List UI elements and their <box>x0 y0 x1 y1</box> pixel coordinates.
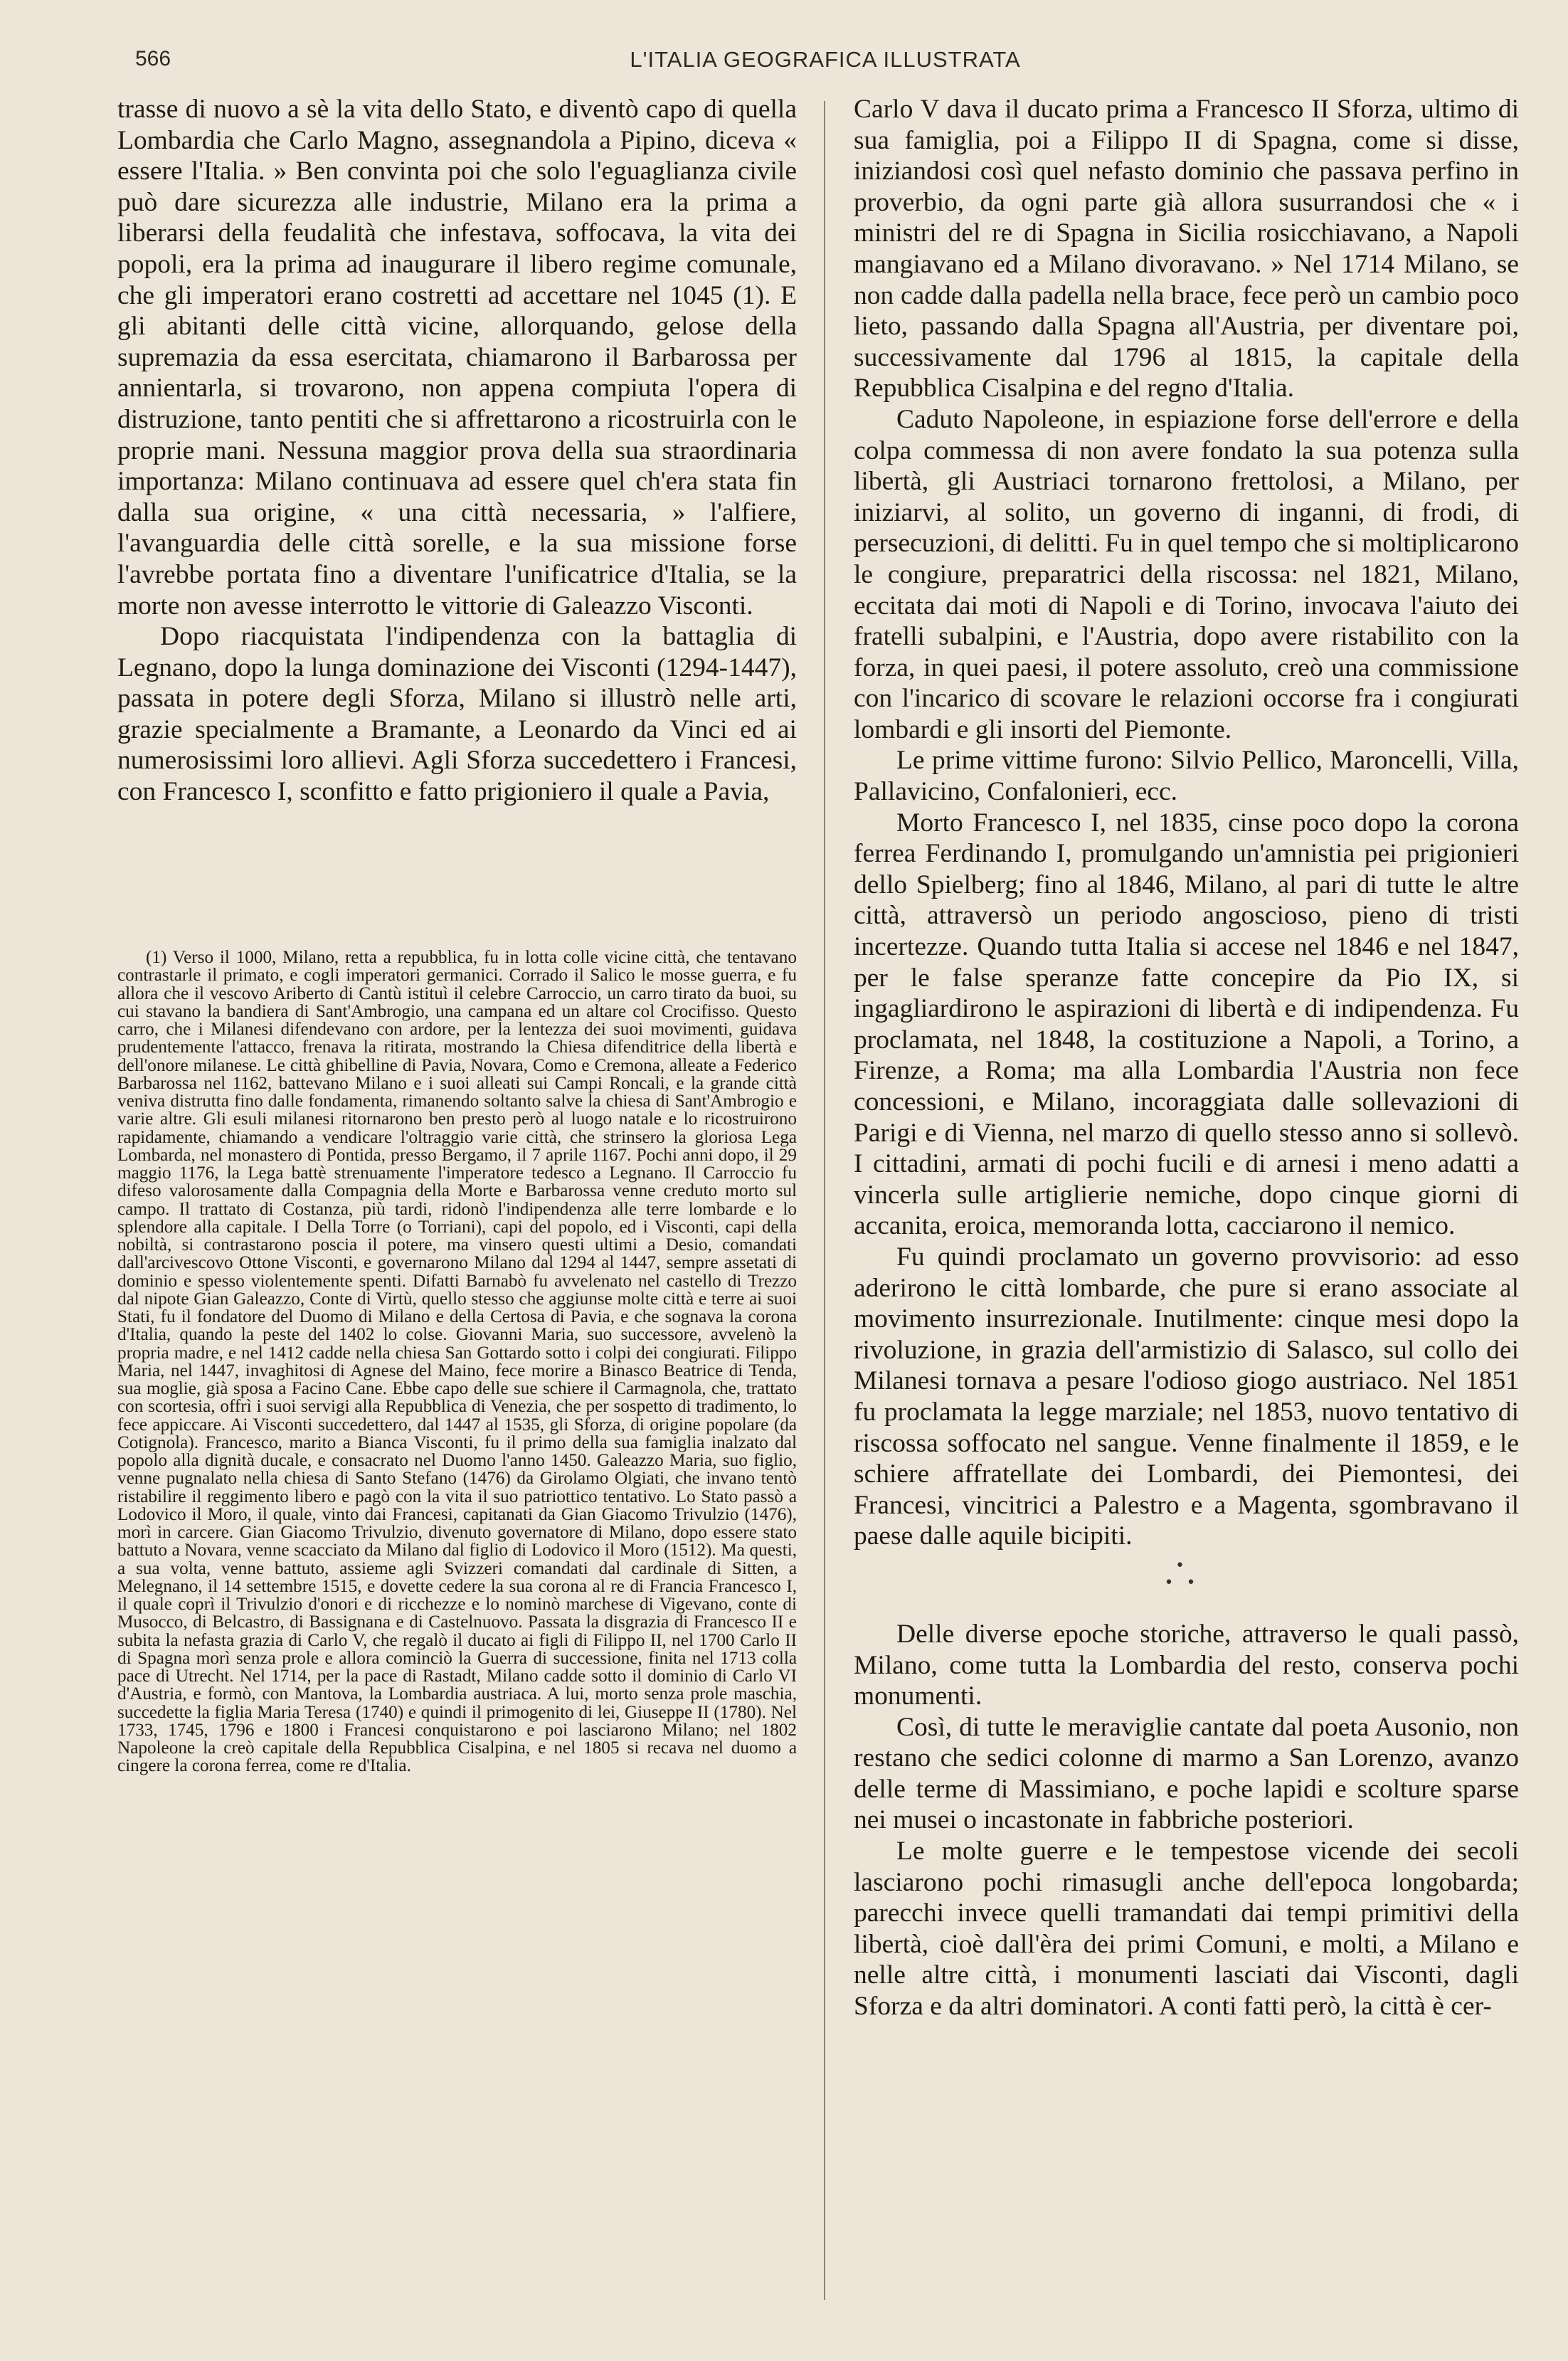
left-paragraph: Dopo riacquistata l'indipendenza con la battaglia di Legnano, dopo la lunga dominazione dei Visconti (1294-1447), passata in potere degli Sforza, Milano si illustrò nelle arti, grazie specialmente a Bramante, a Leonardo da Vinci ed ai numerosissimi loro allievi. Agli Sforza succedettero i Francesi, con Francesco I, sconfitto e fatto prigioniero il quale a Pavia, <box>117 622 797 807</box>
right-paragraph: Carlo V dava il ducato prima a Francesco II Sforza, ultimo di sua famiglia, poi a Filippo II di Spagna, come si disse, iniziandosi così quel nefasto dominio che passava perfino in proverbio, da ogni parte già allora susurrandosi che « i ministri del re di Spagna in Sicilia rosicchiavano, a Napoli mangiavano ed a Milano divoravano. » Nel 1714 Milano, se non cadde dalla padella nella brace, fece però un cambio poco lieto, passando dalla Spagna all'Austria, per diventare poi, successivamente dal 1796 al 1815, la capitale della Repubblica Cisalpina e del regno d'Italia. <box>854 95 1519 403</box>
section-break-asterism: • •• <box>1164 1556 1209 1592</box>
right-paragraph: Le prime vittime furono: Silvio Pellico, Maroncelli, Villa, Pallavicino, Confalonieri, ecc. <box>854 746 1519 807</box>
right-paragraph: Morto Francesco I, nel 1835, cinse poco dopo la corona ferrea Ferdinando I, promulgando un'amnistia pei prigionieri dello Spielberg; fino al 1846, Milano, al pari di tutte le altre città, attraversò un periodo angoscioso, pieno di tristi incertezze. Quando tutta Italia si accese nel 1846 e nel 1847, per le false speranze fatte concepire da Pio IX, si ingagliardirono le aspirazioni di libertà e di indipendenza. Fu proclamata, nel 1848, la costituzione a Napoli, a Torino, a Firenze, a Roma; ma alla Lombardia l'Austria non fece concessioni, e Milano, incoraggiata dalle sollevazioni di Parigi e di Vienna, nel marzo di quello stesso anno si sollevò. I cittadini, armati di pochi fucili e di arnesi i meno adatti a vincerla sulle artiglierie nemiche, dopo cinque giorni di accanita, eroica, memoranda lotta, cacciarono il nemico. <box>854 808 1519 1241</box>
right-paragraph: Delle diverse epoche storiche, attraverso le quali passò, Milano, come tutta la Lombardia del resto, conserva pochi monumenti. <box>854 1619 1519 1711</box>
right-paragraph: Le molte guerre e le tempestose vicende dei secoli lasciarono pochi rimasugli anche dell'epoca longobarda; parecchi invece quelli tramandati dai tempi primitivi della libertà, cioè dall'èra dei primi Comuni, e molti, a Milano e nelle altre città, i monumenti lasciati dai Visconti, dagli Sforza e da altri dominatori. A conti fatti però, la città è cer- <box>854 1837 1519 2022</box>
running-title: L'ITALIA GEOGRAFICA ILLUSTRATA <box>630 47 1021 72</box>
left-paragraph: trasse di nuovo a sè la vita dello Stato, e diventò capo di quella Lombardia che Carlo Magno, assegnandola a Pipino, diceva « essere l'Italia. » Ben convinta poi che solo l'eguaglianza civile può dare sicurezza alle industrie, Milano era la prima a liberarsi della feudalità che infestava, soffocava, la vita dei popoli, era la prima ad inaugurare il libero regime comunale, che gli imperatori erano costretti ad accettare nel 1045 (1). E gli abitanti delle città vicine, allorquando, gelose della supremazia da essa esercitata, chiamarono il Barbarossa per annientarla, si trovarono, non appena compiuta l'opera di distruzione, tanto pentiti che si affrettarono a ricostruirla con le proprie mani. Nessuna maggior prova della sua straordinaria importanza: Milano continuava ad essere quel ch'era stata fin dalla sua origine, « una città necessaria, » l'alfiere, l'avanguardia delle città sorelle, e la sua missione forse l'avrebbe portata fino a diventare l'unificatrice d'Italia, se la morte non avesse interrotto le vittorie di Galeazzo Visconti. <box>117 95 797 620</box>
footnote: (1) Verso il 1000, Milano, retta a repubblica, fu in lotta colle vicine città, che tentavano contrastarle il primato, e cogli imperatori germanici. Corrado il Salico le mosse guerra, e fu allora che il vescovo Ariberto di Cantù istituì il celebre Carroccio, un carro tirato da buoi, su cui stavano la bandiera di Sant'Ambrogio, una campana ed un altare col Crocifisso. Questo carro, che i Milanesi difendevano con ardore, per la lentezza dei suoi movimenti, guidava prudentemente l'attacco, frenava la ritirata, mostrando la Chiesa difenditrice della libertà e dell'onore milanese. Le città ghibelline di Pavia, Novara, Como e Cremona, alleate a Federico Barbarossa nel 1162, battevano Milano e i suoi alleati sui Campi Roncali, e la grande città veniva distrutta fino dalle fondamenta, rimanendo soltanto salve la chiesa di Sant'Ambrogio e varie altre. Gli esuli milanesi ritornarono ben presto però al luogo natale e lo ricostruirono rapidamente, chiamando a vendicare l'oltraggio varie città, che strinsero la gloriosa Lega Lombarda, nel monastero di Pontida, presso Bergamo, il 7 aprile 1167. Pochi anni dopo, il 29 maggio 1176, la Lega battè strenuamente l'imperatore tedesco a Legnano. Il Carroccio fu difeso valorosamente dalla Compagnia della Morte e Barbarossa venne creduto morto sul campo. Il trattato di Costanza, più tardi, ridonò l'indipendenza alle terre lombarde e lo splendore alla capitale. I Della Torre (o Torriani), capi del popolo, ed i Visconti, capi della nobiltà, si contrastarono poscia il potere, ma vinsero questi ultimi a Desio, comandati dall'arcivescovo Ottone Visconti, e governarono Milano dal 1294 al 1447, sempre assetati di dominio e spesso violentemente spenti. Difatti Barnabò fu avvelenato nel castello di Trezzo dal nipote Gian Galeazzo, Conte di Virtù, quello stesso che aggiunse molte città e terre ai suoi Stati, fu il fondatore del Duomo di Milano e della Certosa di Pavia, e che sognava la corona d'Italia, quando la peste del 1402 lo colse. Giovanni Maria, suo successore, avvelenò la propria madre, e nel 1412 cadde nella chiesa San Gottardo sotto i colpi dei congiurati. Filippo Maria, nel 1447, invaghitosi di Agnese del Maino, fece morire a Binasco Beatrice di Tenda, sua moglie, già sposa a Facino Cane. Ebbe capo delle sue schiere il Carmagnola, che, trattato con scortesia, offrì i suoi servigi alla Repubblica di Venezia, che per sospetto di tradimento, lo fece appiccare. Ai Visconti succedettero, dal 1447 al 1535, gli Sforza, di origine popolare (da Cotignola). Francesco, marito a Bianca Visconti, fu il primo della sua famiglia inalzato dal popolo alla dignità ducale, e consacrato nel Duomo l'anno 1450. Galeazzo Maria, suo figlio, venne pugnalato nella chiesa di Santo Stefano (1476) da Girolamo Olgiati, che invano tentò ristabilire il reggimento libero e pagò con la vita il suo patriottico tentativo. Lo Stato passò a Lodovico il Moro, il quale, vinto dai Francesi, capitanati da Gian Giacomo Trivulzio (1476), morì in carcere. Gian Giacomo Trivulzio, divenuto governatore di Milano, dopo essere stato battuto a Novara, venne scacciato da Milano dal figlio di Lodovico il Moro (1512). Ma questi, a sua volta, venne battuto, assieme agli Svizzeri comandati dal cardinale di Sitten, a Melegnano, il 14 settembre 1515, e dovette cedere la sua corona al re di Francia Francesco I, il quale coprì il Trivulzio d'onori e di ricchezze e lo nominò marchese di Vigevano, conte di Musocco, di Belcastro, di Bassignana e di Castelnuovo. Passata la disgrazia di Francesco II e subita la nefasta grazia di Carlo V, che regalò il ducato ai figli di Filippo II, nel 1700 Carlo II di Spagna morì senza prole e allora cominciò la Guerra di successione, finita nel 1713 colla pace di Utrecht. Nel 1714, per la pace di Rastadt, Milano cadde sotto il dominio di Carlo VI d'Austria, e formò, con Mantova, la Lombardia austriaca. A lui, morto senza prole maschia, succedette la figlia Maria Teresa (1740) e quindi il primogenito di lei, Giuseppe II (1780). Nel 1733, 1745, 1796 e 1800 i Francesi conquistarono e poi lasciarono Milano; nel 1802 Napoleone la creò capitale della Repubblica Cisalpina, e nel 1805 si recava nel duomo a cingere la corona ferrea, come re d'Italia. <box>117 948 797 1776</box>
right-column <box>854 94 1519 2022</box>
right-paragraph: Fu quindi proclamato un governo provvisorio: ad esso aderirono le città lombarde, che pure si erano associate al movimento insurrezionale. Inutilmente: cinque mesi dopo la rivoluzione, in grazia dell'armistizio di Salasco, sul collo dei Milanesi tornava a pesare l'odioso giogo austriaco. Nel 1851 fu proclamata la legge marziale; nel 1853, nuovo tentativo di riscossa soffocato nel sangue. Venne finalmente il 1859, e le schiere affratellate dei Lombardi, dei Piemontesi, dei Francesi, vincitrici a Palestro e a Magenta, sgombravano il paese dalle aquile bicipiti. <box>854 1242 1519 1551</box>
page-header <box>135 47 1515 83</box>
right-paragraph: Così, di tutte le meraviglie cantate dal poeta Ausonio, non restano che sedici colonne di marmo a San Lorenzo, avanzo delle terme di Massimiano, e poche lapidi e scolture sparse nei musei o incastonate in fabbriche posteriori. <box>854 1712 1519 1835</box>
left-column <box>117 94 797 808</box>
column-divider <box>824 101 825 2300</box>
footnote-block <box>117 949 797 1775</box>
page-number: 566 <box>135 47 171 70</box>
right-paragraph: Caduto Napoleone, in espiazione forse dell'errore e della colpa commessa di non avere fondato la sua potenza sulla libertà, gli Austriaci tornarono frettolosi, a Milano, per iniziarvi, al solito, un governo di inganni, di frodi, di persecuzioni, di delitti. Fu in quel tempo che si moltiplicarono le congiure, preparatrici della riscossa: nel 1821, Milano, eccitata dai moti di Napoli e di Torino, invocava l'aiuto dei fratelli subalpini, e l'Austria, dopo avere ristabilito con la forza, in quei paesi, il potere assoluto, creò una commissione con l'incarico di scovare le relazioni occorse fra i congiurati lombardi e gli insorti del Piemonte. <box>854 404 1519 744</box>
